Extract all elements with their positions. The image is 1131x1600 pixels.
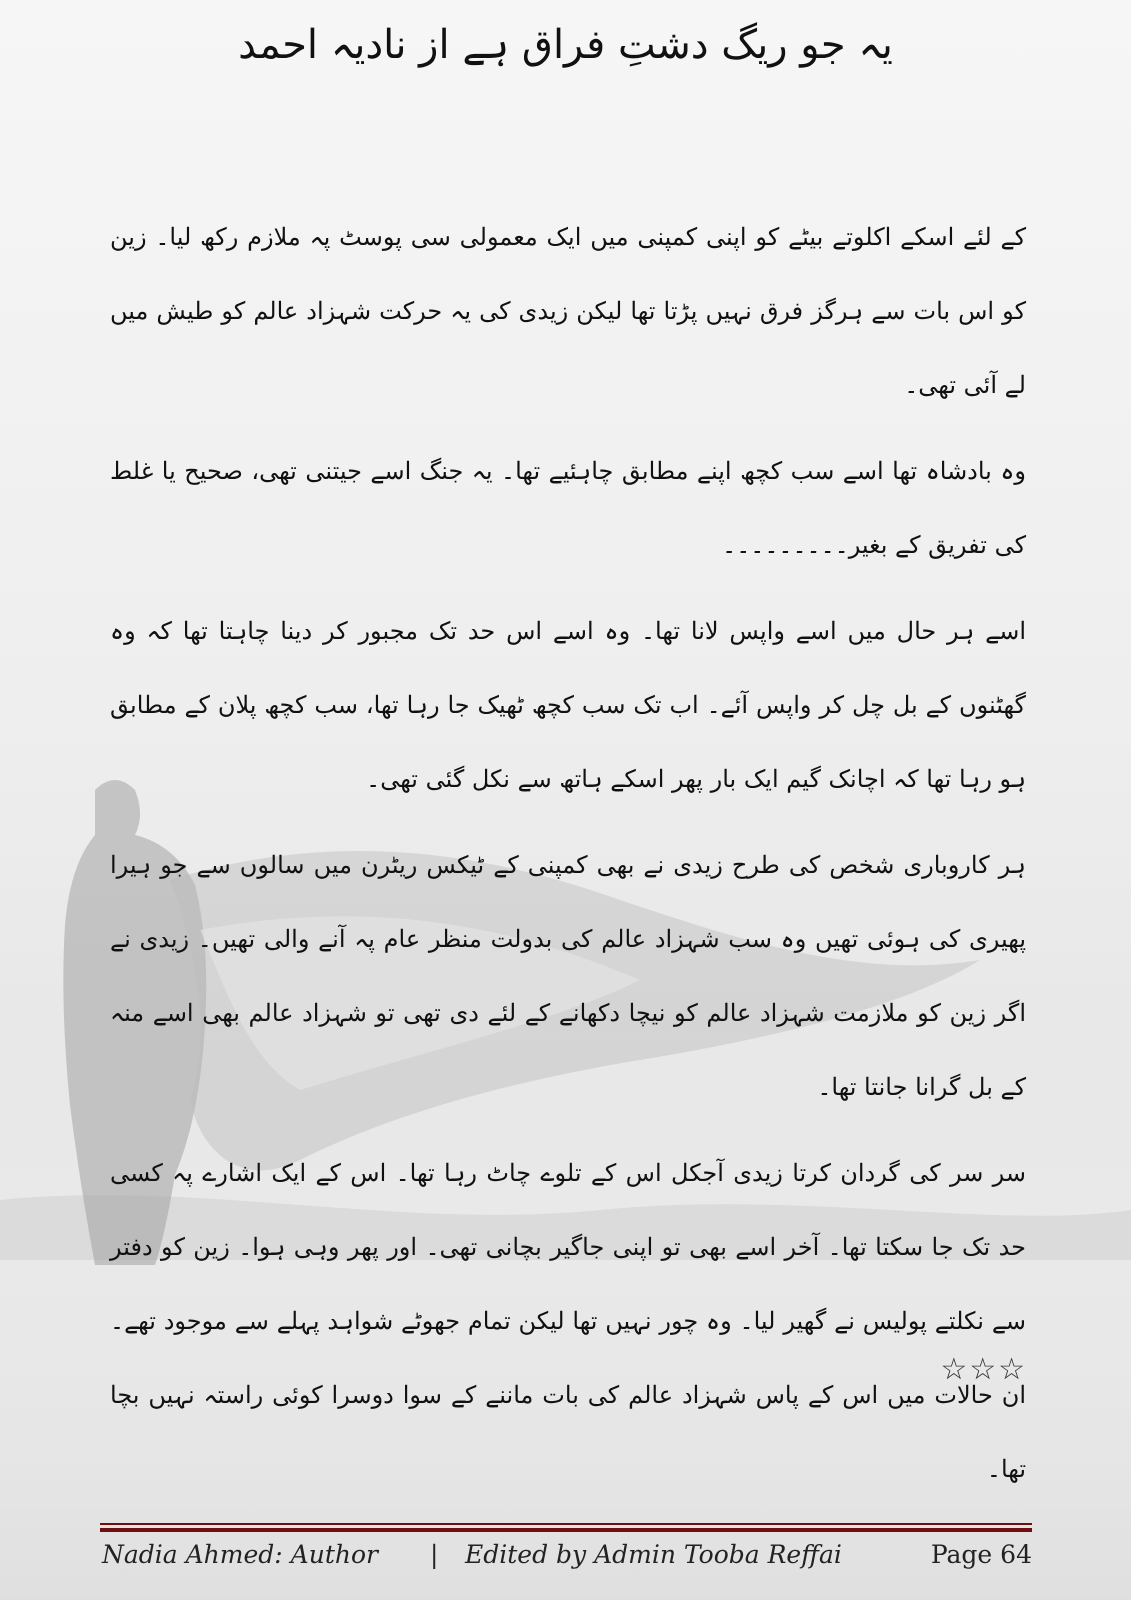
footer-page-number: Page 64 <box>930 1540 1032 1569</box>
page-title: یہ جو ریگ دشتِ فراق ہے از نادیہ احمد <box>238 22 893 68</box>
footer-divider <box>100 1523 1032 1525</box>
paragraph: اسے ہر حال میں اسے واپس لانا تھا۔ وہ اسے اس حد تک مجبور کر دینا چاہتا تھا کہ وہ گھٹنوں کے بل چل کر واپس آئے۔ اب تک سب کچھ ٹھیک جا رہا تھا، سب کچھ پلان کے مطابق ہو رہا تھا کہ اچانک گیم ایک بار پھر اسکے ہاتھ سے نکل گئی تھی۔ <box>110 617 1026 793</box>
page-footer <box>100 1540 1032 1580</box>
body-text <box>110 200 1026 1518</box>
footer-divider <box>100 1528 1032 1532</box>
footer-editor: Edited by Admin Tooba Reffai <box>465 1540 842 1569</box>
section-break-stars: ☆☆☆ <box>940 1352 1027 1387</box>
paragraph: وہ بادشاہ تھا اسے سب کچھ اپنے مطابق چاہئیے تھا۔ یہ جنگ اسے جیتنی تھی، صحیح یا غلط کی تفریق کے بغیر۔۔۔۔۔۔۔۔۔ <box>110 457 1026 559</box>
paragraph: ہر کاروباری شخص کی طرح زیدی نے بھی کمپنی کے ٹیکس ریٹرن میں سالوں سے جو ہیرا پھیری کی ہوئی تھیں وہ سب شہزاد عالم کی بدولت منظر عام پہ آنے والی تھیں۔ زیدی نے اگر زین کو ملازمت شہزاد عالم کو نیچا دکھانے کے لئے دی تھی تو شہزاد عالم بھی اسے منہ کے بل گرانا جانتا تھا۔ <box>110 851 1026 1101</box>
footer-author: Nadia Ahmed: Author <box>102 1540 378 1569</box>
paragraph: کے لئے اسکے اکلوتے بیٹے کو اپنی کمپنی میں ایک معمولی سی پوسٹ پہ ملازم رکھ لیا۔ زین کو اس بات سے ہرگز فرق نہیں پڑتا تھا لیکن زیدی کی یہ حرکت شہزاد عالم کو طیش میں لے آئی تھی۔ <box>110 223 1026 399</box>
footer-separator: | <box>430 1540 439 1569</box>
paragraph: سر سر کی گردان کرتا زیدی آجکل اس کے تلوے چاٹ رہا تھا۔ اس کے ایک اشارے پہ کسی حد تک جا سکتا تھا۔ آخر اسے بھی تو اپنی جاگیر بچانی تھی۔ اور پھر وہی ہوا۔ زین کو دفتر سے نکلتے پولیس نے گھیر لیا۔ وہ چور نہیں تھا لیکن تمام جھوٹے شواہد پہلے سے موجود تھے۔ ان حالات میں اس کے پاس شہزاد عالم کی بات ماننے کے سوا دوسرا کوئی راستہ نہیں بچا تھا۔ <box>110 1159 1026 1483</box>
